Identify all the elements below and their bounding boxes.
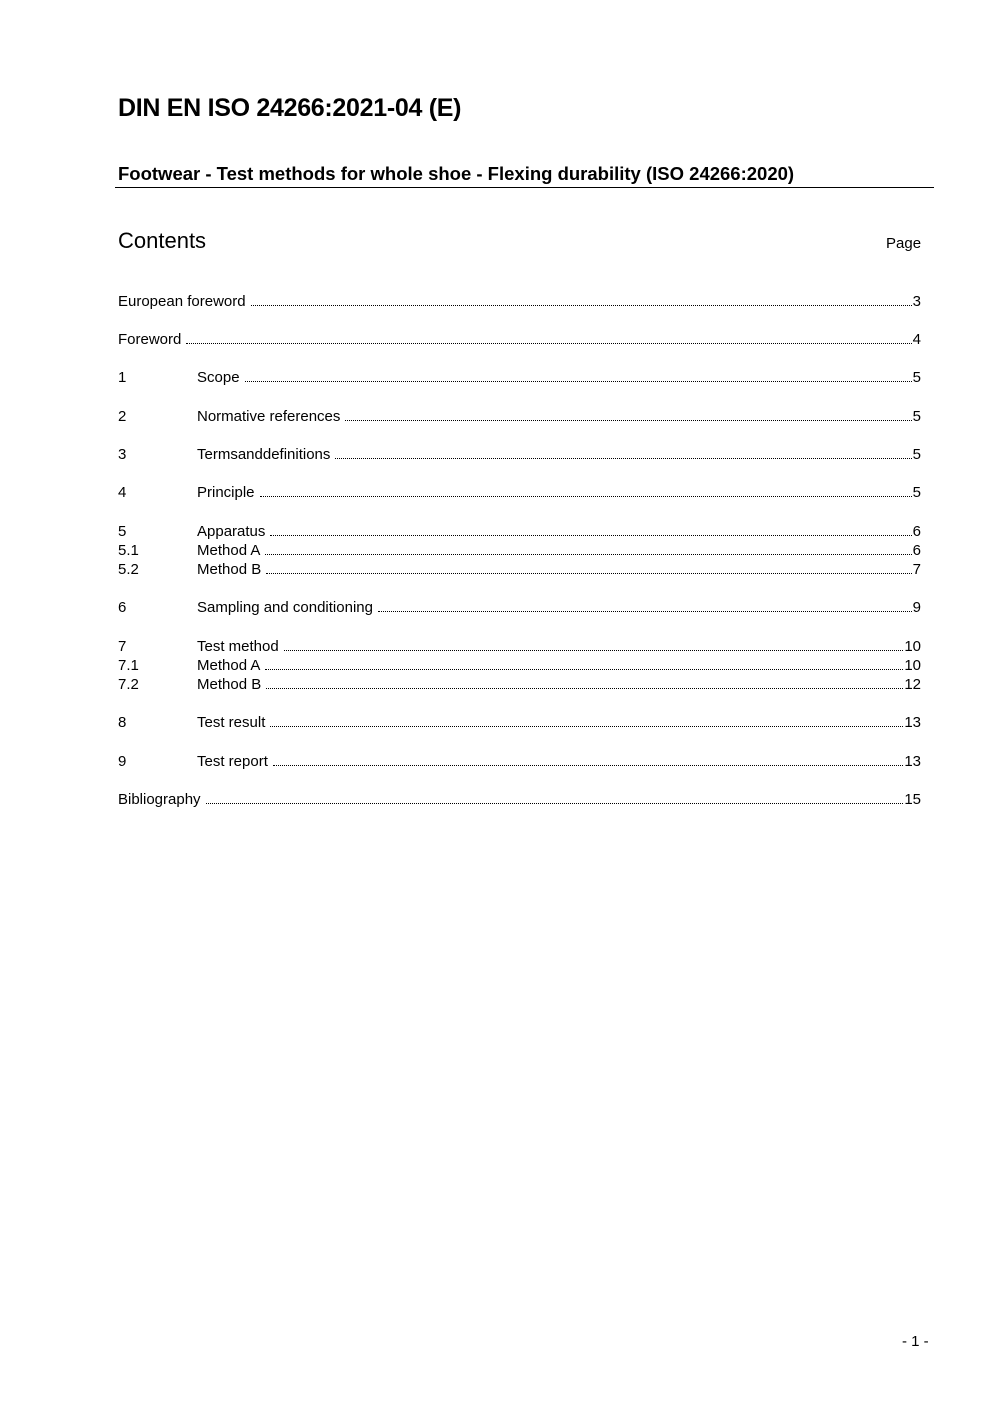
subtitle-underline	[115, 187, 934, 188]
toc-leader-dots	[260, 496, 912, 497]
toc-entry-title: Method B	[197, 676, 262, 693]
toc-entry-european-foreword[interactable]	[118, 292, 921, 311]
toc-entry-page: 4	[912, 331, 921, 348]
toc-entry-title: Principle	[197, 484, 255, 501]
toc-leader-dots	[270, 726, 903, 727]
toc-entry-page: 13	[904, 714, 921, 731]
toc-entry-number: 7.1	[118, 657, 139, 674]
contents-heading: Contents	[118, 228, 207, 253]
toc-entry-title: Method A	[197, 657, 261, 674]
toc-entry-number: 3	[118, 446, 127, 463]
page-number: - 1 -	[902, 1333, 929, 1350]
toc-entry-title: European foreword	[118, 293, 246, 310]
toc-entry-title: Scope	[197, 369, 240, 386]
toc-entry-page: 9	[912, 599, 921, 616]
toc-entry-page: 10	[904, 638, 921, 655]
toc-leader-dots	[345, 420, 911, 421]
toc-leader-dots	[335, 458, 911, 459]
toc-entry-title: Test result	[197, 714, 266, 731]
toc-entry-page: 5	[912, 369, 921, 386]
toc-entry-scope[interactable]	[118, 368, 921, 387]
toc-entry-foreword[interactable]	[118, 330, 921, 349]
toc-entry-title: Bibliography	[118, 791, 201, 808]
toc-entry-page: 3	[912, 293, 921, 310]
toc-entry-normative-references[interactable]	[118, 407, 921, 426]
toc-entry-principle[interactable]	[118, 483, 921, 502]
toc-entry-title: Apparatus	[197, 523, 266, 540]
toc-leader-dots	[266, 688, 903, 689]
toc-leader-dots	[245, 381, 912, 382]
toc-entry-number: 8	[118, 714, 127, 731]
document-subtitle: Footwear - Test methods for whole shoe - Flexing durability (ISO 24266:2020)	[118, 163, 795, 184]
toc-entry-page: 13	[904, 753, 921, 770]
toc-entry-terms-and-definitions[interactable]	[118, 445, 921, 464]
toc-leader-dots	[265, 669, 903, 670]
toc-entry-title: Foreword	[118, 331, 182, 348]
toc-entry-test-method-b[interactable]	[118, 675, 921, 694]
toc-entry-page: 15	[904, 791, 921, 808]
toc-entry-number: 1	[118, 369, 127, 386]
toc-leader-dots	[251, 305, 912, 306]
document-title: DIN EN ISO 24266:2021-04 (E)	[118, 94, 462, 122]
toc-entry-page: 6	[912, 523, 921, 540]
toc-leader-dots	[186, 343, 911, 344]
toc-leader-dots	[284, 650, 904, 651]
toc-entry-number: 5.1	[118, 542, 139, 559]
toc-entry-page: 10	[904, 657, 921, 674]
toc-entry-test-report[interactable]	[118, 752, 921, 771]
toc-entry-number: 9	[118, 753, 127, 770]
toc-entry-title: Normative references	[197, 408, 341, 425]
toc-entry-number: 7	[118, 638, 127, 655]
toc-leader-dots	[273, 765, 903, 766]
toc-entry-page: 5	[912, 408, 921, 425]
toc-entry-bibliography[interactable]	[118, 790, 921, 809]
toc-entry-test-method[interactable]	[118, 637, 921, 656]
toc-entry-apparatus-method-a[interactable]	[118, 541, 921, 560]
page-column-heading: Page	[886, 235, 922, 252]
toc-entry-title: Test report	[197, 753, 268, 770]
toc-entry-page: 5	[912, 446, 921, 463]
toc-entry-number: 6	[118, 599, 127, 616]
toc-entry-number: 5.2	[118, 561, 139, 578]
toc-leader-dots	[378, 611, 912, 612]
toc-entry-title: Termsanddefinitions	[197, 446, 331, 463]
toc-entry-number: 4	[118, 484, 127, 501]
toc-entry-title: Test method	[197, 638, 279, 655]
toc-entry-page: 12	[904, 676, 921, 693]
toc-entry-test-method-a[interactable]	[118, 656, 921, 675]
toc-entry-page: 6	[912, 542, 921, 559]
toc-leader-dots	[265, 554, 911, 555]
toc-entry-title: Method A	[197, 542, 261, 559]
toc-entry-sampling-and-conditioning[interactable]	[118, 598, 921, 617]
toc-entry-title: Method B	[197, 561, 262, 578]
toc-entry-number: 2	[118, 408, 127, 425]
toc-entry-number: 5	[118, 523, 127, 540]
toc-entry-number: 7.2	[118, 676, 139, 693]
toc-entry-apparatus[interactable]	[118, 522, 921, 541]
toc-entry-test-result[interactable]	[118, 713, 921, 732]
toc-entry-title: Sampling and conditioning	[197, 599, 373, 616]
toc-entry-page: 7	[912, 561, 921, 578]
toc-entry-apparatus-method-b[interactable]	[118, 560, 921, 579]
toc-leader-dots	[266, 573, 911, 574]
toc-leader-dots	[270, 535, 911, 536]
toc-leader-dots	[206, 803, 904, 804]
toc-entry-page: 5	[912, 484, 921, 501]
